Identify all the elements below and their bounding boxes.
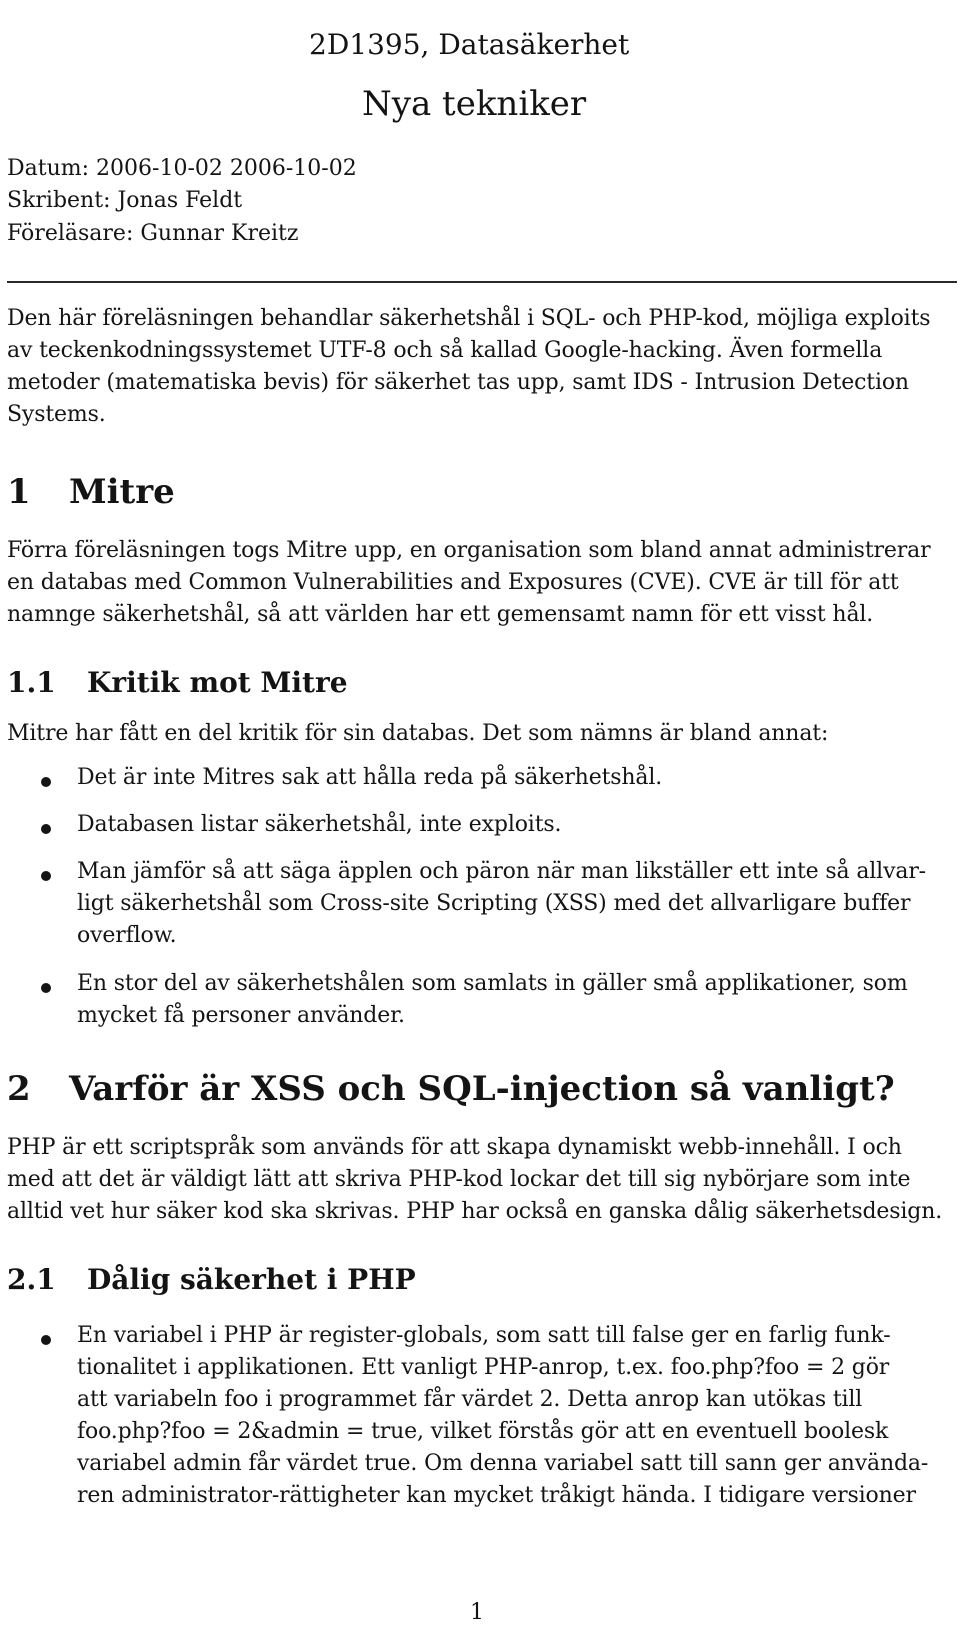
document-title: Nya tekniker bbox=[362, 84, 587, 124]
course-title: 2D1395, Datasäkerhet bbox=[309, 28, 630, 61]
bullet-icon bbox=[41, 983, 51, 993]
list-item: Man jämför så att säga äpplen och päron när man likställer ett inte så allvar- bbox=[77, 859, 926, 884]
section-number: 1.1 bbox=[7, 666, 56, 699]
section-title: Kritik mot Mitre bbox=[87, 666, 348, 699]
intro-line: Systems. bbox=[7, 402, 106, 427]
paragraph-line: med att det är väldigt lätt att skriva PHP-kod lockar det till sig nybörjare som inte bbox=[7, 1167, 911, 1192]
scribe-line: Skribent: Jonas Feldt bbox=[7, 188, 243, 213]
bullet-icon bbox=[41, 1335, 51, 1345]
list-item: ren administrator-rättigheter kan mycket tråkigt hända. I tidigare versioner bbox=[77, 1483, 916, 1508]
list-item: En variabel i PHP är register-globals, som satt till false ger en farlig funk- bbox=[77, 1323, 891, 1348]
paragraph-line: en databas med Common Vulnerabilities and Exposures (CVE). CVE är till för att bbox=[7, 570, 899, 595]
paragraph-line: Mitre har fått en del kritik för sin databas. Det som nämns är bland annat: bbox=[7, 721, 829, 746]
page-number: 1 bbox=[470, 1600, 484, 1625]
list-item: variabel admin får värdet true. Om denna variabel satt till sann ger använda- bbox=[77, 1451, 929, 1476]
paragraph-line: alltid vet hur säker kod ska skrivas. PHP har också en ganska dålig säkerhetsdesign. bbox=[7, 1199, 943, 1224]
list-item: ligt säkerhetshål som Cross-site Scripting (XSS) med det allvarligare buffer bbox=[77, 891, 911, 916]
paragraph-line: Förra föreläsningen togs Mitre upp, en organisation som bland annat administrerar bbox=[7, 538, 931, 563]
list-item: tionalitet i applikationen. Ett vanligt PHP-anrop, t.ex. foo.php?foo = 2 gör bbox=[77, 1355, 890, 1380]
section-1-heading bbox=[7, 472, 175, 512]
section-number: 2.1 bbox=[7, 1263, 56, 1296]
list-item: foo.php?foo = 2&admin = true, vilket förstås gör att en eventuell boolesk bbox=[77, 1419, 889, 1444]
header-divider bbox=[7, 281, 957, 283]
list-item: Det är inte Mitres sak att hålla reda på säkerhetshål. bbox=[77, 765, 663, 790]
date-line: Datum: 2006-10-02 2006-10-02 bbox=[7, 156, 357, 181]
paragraph-line: namnge säkerhetshål, så att världen har ett gemensamt namn för ett visst hål. bbox=[7, 602, 874, 627]
bullet-icon bbox=[41, 824, 51, 834]
section-title: Dålig säkerhet i PHP bbox=[87, 1263, 416, 1296]
section-number: 1 bbox=[7, 472, 31, 512]
section-2-heading bbox=[7, 1069, 895, 1109]
section-2-1-heading bbox=[7, 1263, 416, 1296]
lecturer-line: Föreläsare: Gunnar Kreitz bbox=[7, 221, 299, 246]
intro-line: av teckenkodningssystemet UTF-8 och så kallad Google-hacking. Även formella bbox=[7, 338, 883, 363]
intro-line: metoder (matematiska bevis) för säkerhet tas upp, samt IDS - Intrusion Detection bbox=[7, 370, 909, 395]
list-item: att variabeln foo i programmet får värdet 2. Detta anrop kan utökas till bbox=[77, 1387, 863, 1412]
section-title: Varför är XSS och SQL-injection så vanligt? bbox=[69, 1069, 895, 1109]
list-item: mycket få personer använder. bbox=[77, 1003, 405, 1028]
bullet-icon bbox=[41, 777, 51, 787]
list-item: Databasen listar säkerhetshål, inte exploits. bbox=[77, 812, 562, 837]
bullet-icon bbox=[41, 871, 51, 881]
section-number: 2 bbox=[7, 1069, 31, 1109]
list-item: overflow. bbox=[77, 923, 177, 948]
paragraph-line: PHP är ett scriptspråk som används för att skapa dynamiskt webb-innehåll. I och bbox=[7, 1135, 902, 1160]
list-item: En stor del av säkerhetshålen som samlats in gäller små applikationer, som bbox=[77, 971, 908, 996]
section-title: Mitre bbox=[69, 472, 175, 512]
intro-line: Den här föreläsningen behandlar säkerhetshål i SQL- och PHP-kod, möjliga exploits bbox=[7, 306, 931, 331]
section-1-1-heading bbox=[7, 666, 348, 699]
